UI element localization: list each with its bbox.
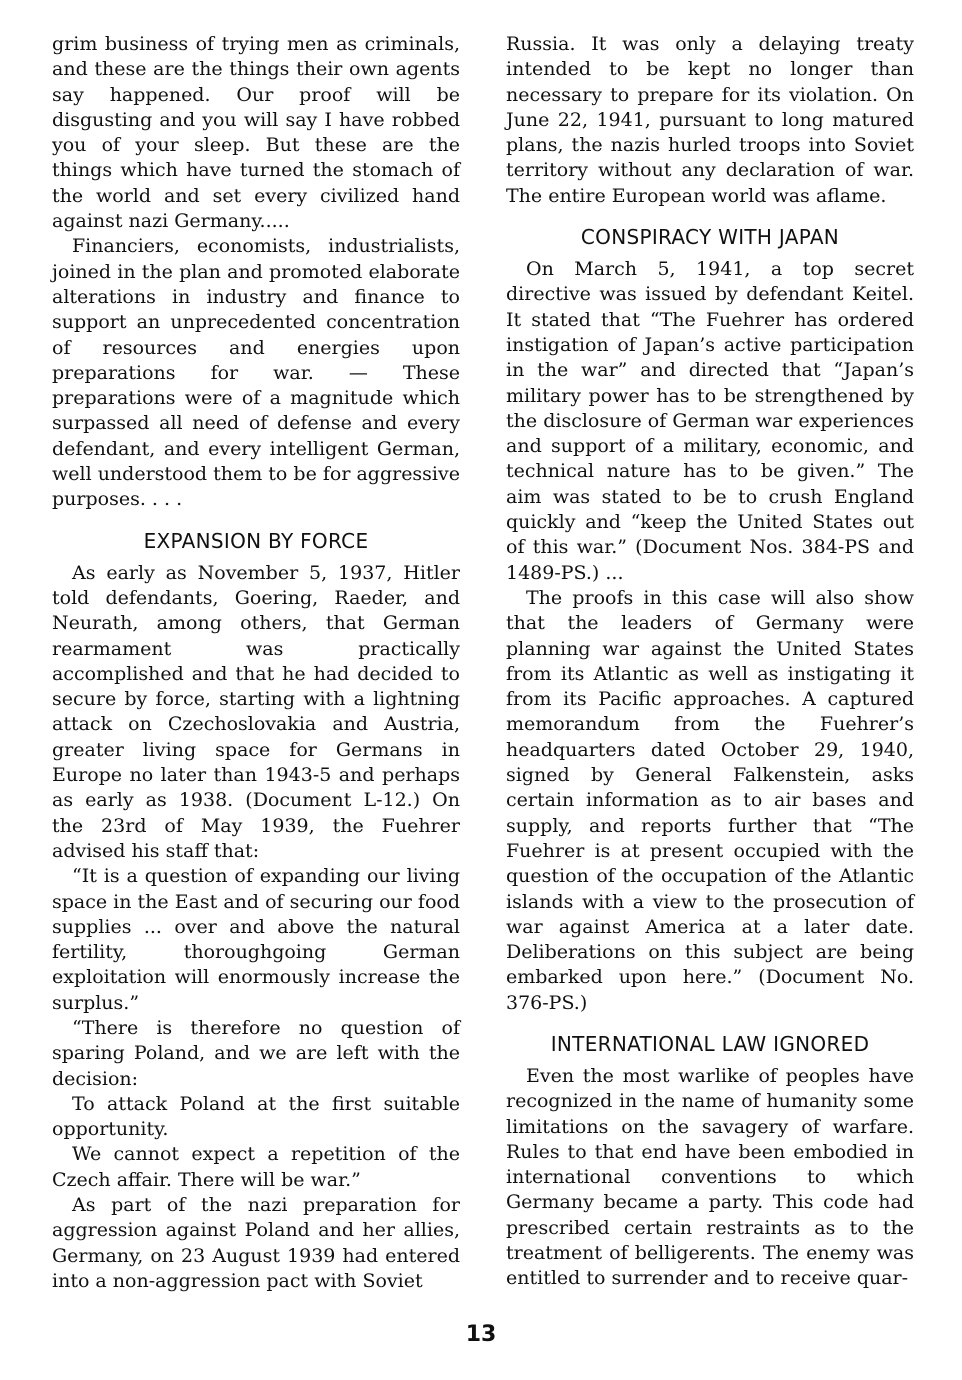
section-heading: CONSPIRACY WITH JAPAN: [580, 225, 840, 250]
paragraph: Financiers, economists, industrialists, joined in the plan and promoted elaborate alterations in industry and finance to support an unprecedented concentration of resources and energies upon preparations for war. — These preparations were of a magnitude which surpassed all need of defense and every defendant, and every intelligent German, well understood them to be for aggressive purposes. . . .: [52, 235, 460, 511]
section-heading: EXPANSION BY FORCE: [143, 528, 369, 553]
paragraph: As early as November 5, 1937, Hitler told defendants, Goering, Raeder, and Neurath, among others, that German rearmament was practically accomplished and that he had decided to secure by force, starting with a lightning attack on Czechoslovakia and Austria, greater living space for Germans in Europe no later than 1943-5 and perhaps as early as 1938. (Document L-12.) On the 23rd of May 1939, the Fuehrer advised his staff that:: [52, 561, 460, 862]
paragraph: As part of the nazi preparation for aggression against Poland and her allies, Germany, on 23 August 1939 had entered into a non-aggression pact with Soviet: [52, 1194, 460, 1292]
paragraph: On March 5, 1941, a top secret directive was issued by defendant Keitel. It stated that “The Fuehrer has ordered instigation of Japan’s active participation in the war” and directed that “Japan’s military power has to be strengthened by the disclosure of German war experiences and support of a military, economic, and technical nature has to be given.” The aim was stated to be to crush England quickly and “keep the United States out of this war.” (Document Nos. 384-PS and 1489-PS.) ...: [506, 258, 914, 584]
page-number: 13: [465, 1322, 497, 1347]
paragraph: Even the most warlike of peoples have recognized in the name of humanity some limitations on the savagery of warfare. Rules to that end have been embodied in international conventions to which Germany became a party. This code had prescribed certain restraints as to the treatment of belligerents. The enemy was entitled to surrender and to receive quar-: [506, 1064, 914, 1290]
right-column: [506, 32, 914, 1292]
paragraph: The proofs in this case will also show that the leaders of Germany were planning war against the United States from its Atlantic as well as instigating it from its Pacific approaches. A captured memorandum from the Fuehrer’s headquarters dated October 29, 1940, signed by General Falkenstein, asks certain information as to air bases and supply, and reports further that “The Fuehrer is at present occupied with the question of the occupation of the Atlantic islands with a view to the prosecution of war against America at a later date. Deliberations on this subject are being embarked upon here.” (Document No. 376-PS.): [506, 586, 914, 1014]
paragraph: grim business of trying men as criminals, and these are the things their own agents say happened. Our proof will be disgusting and you will say I have robbed you of your sleep. But these are the things which have turned the stomach of the world and set every civilized hand against nazi Germany.....: [52, 33, 460, 233]
quote-paragraph: To attack Poland at the first suitable opportunity.: [52, 1092, 460, 1141]
section-heading: INTERNATIONAL LAW IGNORED: [550, 1031, 870, 1056]
paragraph: Russia. It was only a delaying treaty intended to be kept no longer than necessary to prepare for its violation. On June 22, 1941, pursuant to long matured plans, the nazis hurled troops into Soviet territory without any declaration of war. The entire European world was aflame.: [506, 33, 914, 207]
left-column: [52, 32, 460, 1294]
quote-paragraph: We cannot expect a repetition of the Czech affair. There will be war.”: [52, 1143, 460, 1191]
quote-paragraph: “It is a question of expanding our living space in the East and of securing our food supplies ... over and above the natural fertility, thoroughgoing German exploitation will enormously increase the surplus.”: [52, 865, 460, 1014]
quote-paragraph: “There is therefore no question of sparing Poland, and we are left with the decision:: [52, 1016, 460, 1090]
